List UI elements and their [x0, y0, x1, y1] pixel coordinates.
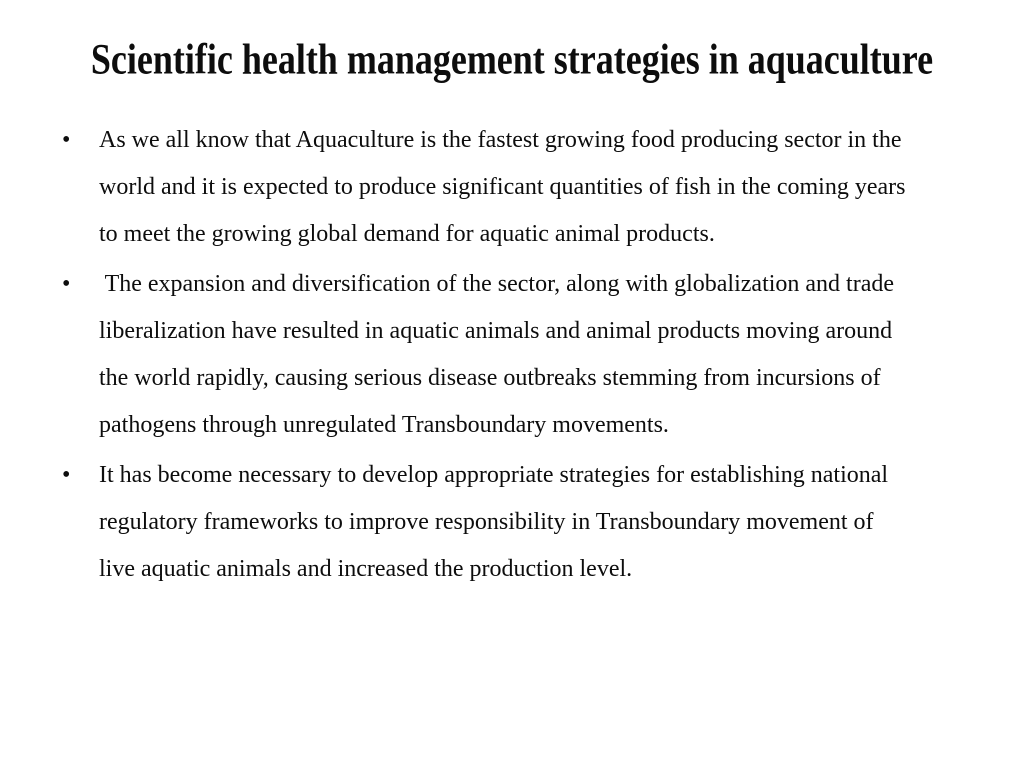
bullet-marker-icon: • [62, 127, 71, 154]
bullet-text [99, 261, 984, 449]
bullet-line: world and it is expected to produce significant quantities of fish in the coming years [99, 174, 906, 201]
bullet-line: to meet the growing global demand for aquatic animal products. [99, 221, 715, 248]
bullet-line: pathogens through unregulated Transboundary movements. [99, 412, 669, 439]
bullet-item [62, 452, 984, 593]
bullet-list [0, 117, 1024, 593]
bullet-line: live aquatic animals and increased the production level. [99, 556, 633, 583]
bullet-line: the world rapidly, causing serious disease outbreaks stemming from incursions of [99, 365, 881, 392]
slide-title: Scientific health management strategies in aquaculture [90, 35, 934, 84]
bullet-text [99, 452, 984, 593]
bullet-line: As we all know that Aquaculture is the fastest growing food producing sector in the [99, 127, 902, 154]
bullet-marker-icon: • [62, 271, 71, 298]
bullet-line: It has become necessary to develop appropriate strategies for establishing national [99, 462, 889, 489]
bullet-item [62, 117, 984, 258]
bullet-line: liberalization have resulted in aquatic animals and animal products moving around [99, 318, 893, 345]
bullet-line: The expansion and diversification of the sector, along with globalization and trade [99, 271, 895, 298]
bullet-item [62, 261, 984, 449]
bullet-line: regulatory frameworks to improve responsibility in Transboundary movement of [99, 509, 874, 536]
bullet-marker-icon: • [62, 462, 71, 489]
bullet-text [99, 117, 984, 258]
